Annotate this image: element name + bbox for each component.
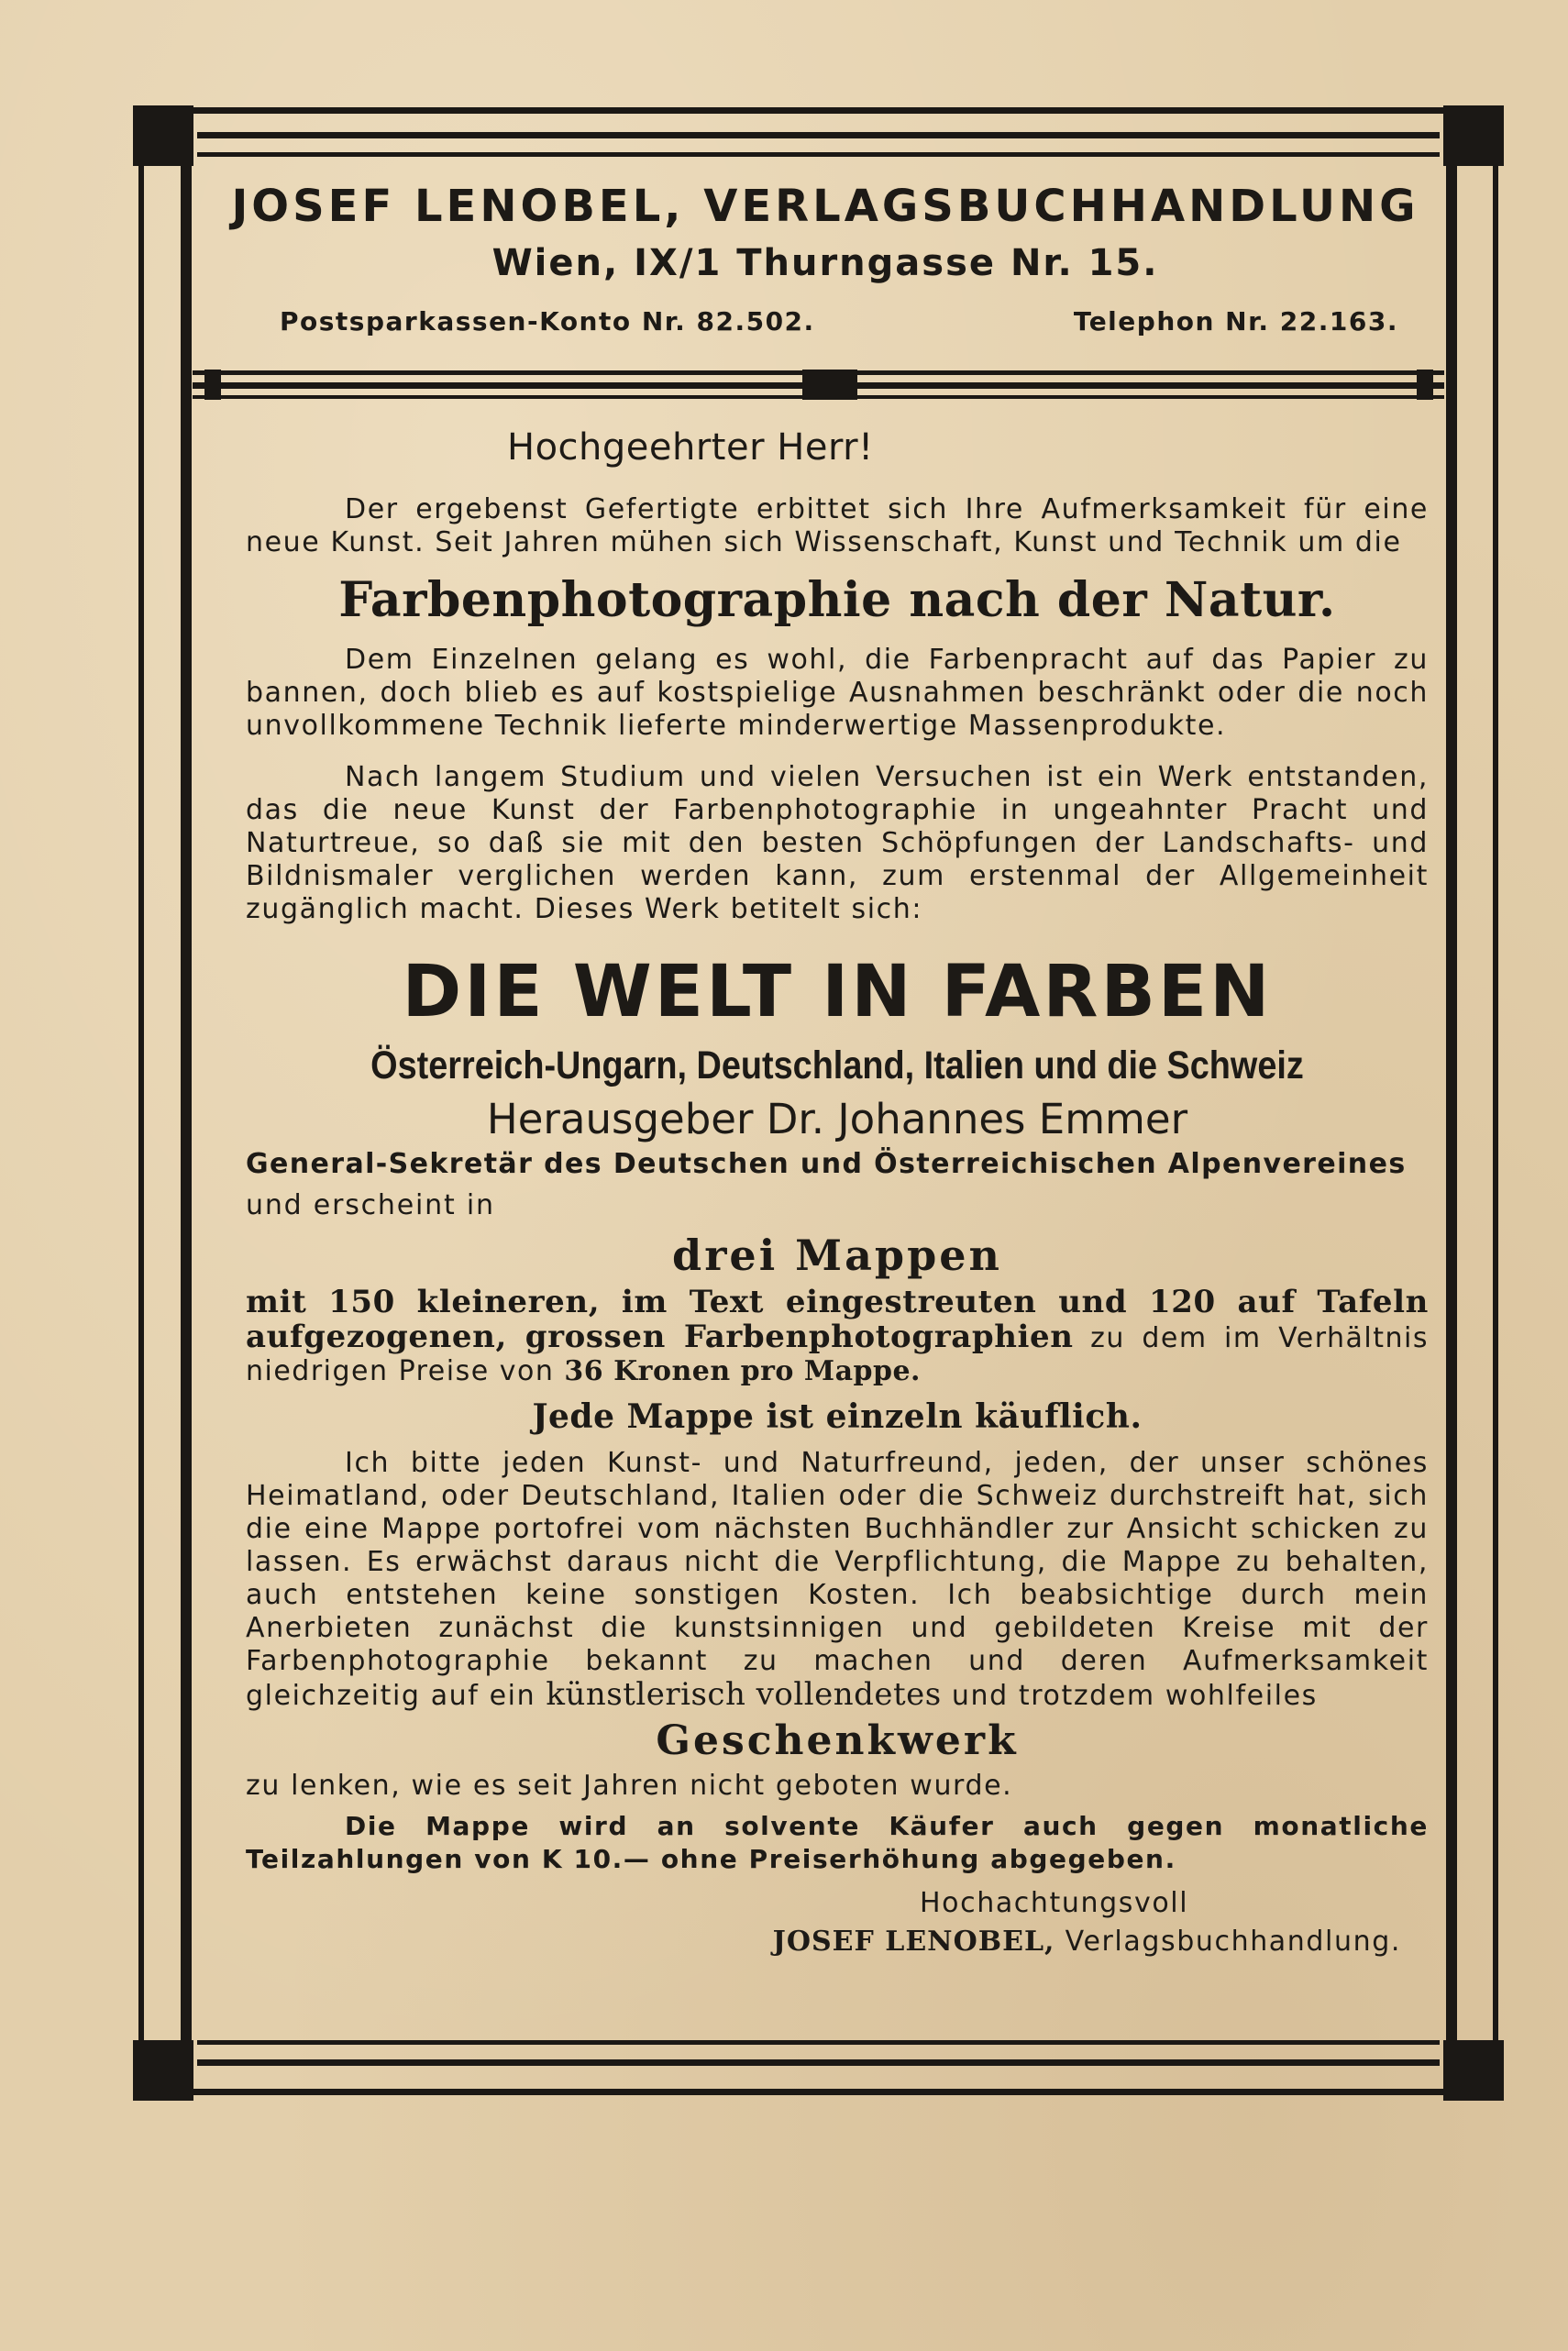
corner-block-top-right (1443, 105, 1504, 166)
paragraph-3: Nach langem Studium und vielen Versuchen ist ein Werk entstanden, das die neue Kunst der Farbenphotographie in ungeahnter Pracht und Naturtreue, so daß sie mit den besten Schöpfungen der Landschafts- und Bildnismaler verglichen werden kann, zum erstenmal der Allgemeinheit zugänglich macht. Dieses Werk betitelt sich: (246, 761, 1429, 925)
divider-block-left (204, 370, 221, 400)
gift-word: Geschenkwerk (656, 1717, 1019, 1764)
paragraph-4 (246, 1447, 1429, 1713)
signature (246, 1922, 1429, 1962)
paragraph-4-end: und trotzdem wohlfeiles (951, 1680, 1318, 1712)
divider-block-right (1417, 370, 1433, 400)
subject-heading: Farbenphotographie nach der Natur. (338, 572, 1336, 628)
appears-in: und erscheint in (246, 1189, 495, 1221)
price: 36 Kronen pro Mappe. (564, 1355, 921, 1387)
photo-count: mit 150 kleineren, im Text eingestreuten und 120 auf Tafeln aufgezogenen, grossen Farbenphotographien (246, 1284, 1429, 1355)
paragraph-2: Dem Einzelnen gelang es wohl, die Farbenpracht auf das Papier zu bannen, doch blieb es auf kostspielige Ausnahmen beschränkt oder die noch unvollkommene Technik lieferte minderwertige Massenprodukte. (246, 644, 1429, 742)
volumes-heading: drei Mappen (672, 1231, 1002, 1280)
editor-role: General-Sekretär des Deutschen und Österreichischen Alpenvereines (246, 1148, 1407, 1180)
signature-firm: Verlagsbuchhandlung. (1055, 1926, 1401, 1958)
letter-body (246, 420, 1429, 1962)
greeting: Hochgeehrter Herr! (507, 426, 874, 469)
corner-block-bottom-right (1443, 2040, 1504, 2101)
edition-details (246, 1286, 1429, 1388)
work-regions: Österreich-Ungarn, Deutschland, Italien und die Schweiz (370, 1043, 1304, 1087)
paragraph-4-text: Ich bitte jeden Kunst- und Naturfreund, jeden, der unser schönes Heimatland, oder Deutschland, Italien oder die Schweiz durchstreift hat, sich die eine Mappe portofrei vom nächsten Buchhändler zur Ansicht schicken zu lassen. Es erwächst daraus nicht die Verpflichtung, die Mappe zu behalten, auch entstehen keine sonstigen Kosten. Ich beabsichtige durch mein Anerbieten zunächst die kunstsinnigen und gebildeten Kreise mit der Farbenphotographie bekannt zu machen und deren Aufmerksamkeit gleichzeitig auf ein (246, 1447, 1429, 1712)
editor-line: Herausgeber Dr. Johannes Emmer (486, 1095, 1188, 1143)
single-sale-note: Jede Mappe ist einzeln käuflich. (532, 1397, 1143, 1436)
installment-notice: Die Mappe wird an solvente Käufer auch gegen monatliche Teilzahlungen von K 10.— ohne Preiserhöhung abgegeben. (246, 1811, 1429, 1874)
work-title: DIE WELT IN FARBEN (402, 951, 1273, 1033)
corner-block-top-left (133, 105, 193, 166)
price-lead: zu dem im Verhältnis niedrigen Preise von (246, 1322, 1430, 1387)
intro-paragraph: Der ergebenst Gefertigte erbittet sich Ihre Aufmerksamkeit für eine neue Kunst. Seit Jahren mühen sich Wissenschaft, Kunst und Technik um die (246, 493, 1429, 558)
telephone-number: Telephon Nr. 22.163. (1073, 306, 1398, 337)
signature-name: JOSEF LENOBEL, (772, 1926, 1055, 1958)
paragraph-4-emphasis: künstlerisch vollendetes (546, 1676, 942, 1713)
paragraph-5: zu lenken, wie es seit Jahren nicht geboten wurde. (246, 1770, 1013, 1802)
postal-account: Postsparkassen-Konto Nr. 82.502. (280, 306, 815, 337)
corner-block-bottom-left (133, 2040, 193, 2101)
publisher-name: JOSEF LENOBEL, VERLAGSBUCHHANDLUNG (231, 181, 1419, 232)
divider-block-center (802, 370, 857, 400)
closing-salutation: Hochachtungsvoll (920, 1887, 1189, 1919)
publisher-address: Wien, IX/1 Thurngasse Nr. 15. (491, 242, 1159, 284)
